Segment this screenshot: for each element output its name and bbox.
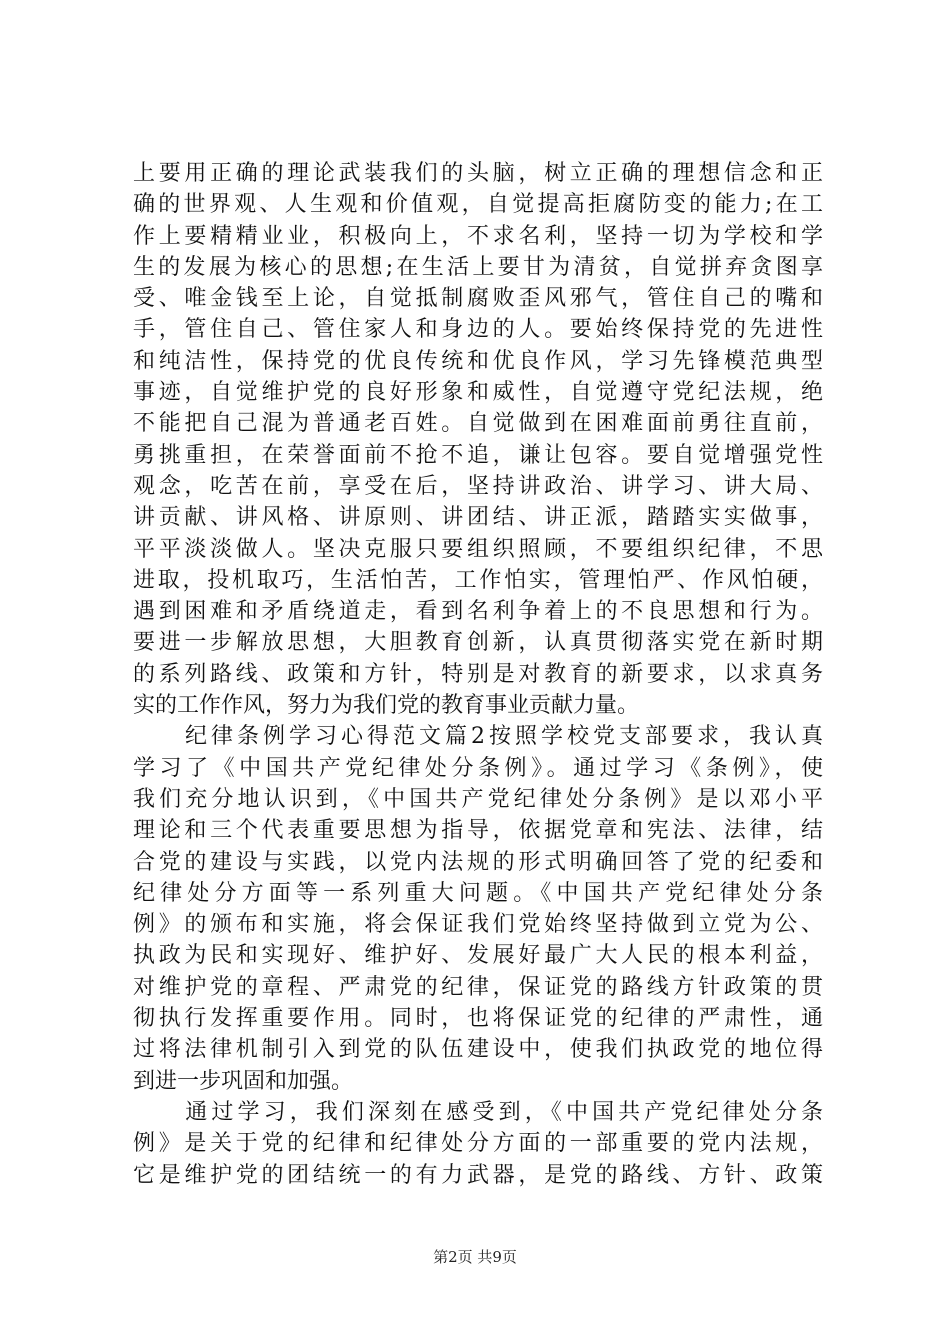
text-line: 上要用正确的理论武装我们的头脑，树立正确的理想信念和正 bbox=[133, 161, 823, 186]
text-line: 对维护党的章程、严肃党的纪律，保证党的路线方针政策的贯 bbox=[133, 974, 823, 1000]
text-line: 纪律处分方面等一系列重大问题。《中国共产党纪律处分条 bbox=[133, 880, 823, 906]
text-line: 我们充分地认识到，《中国共产党纪律处分条例》是以邓小平 bbox=[133, 786, 823, 812]
text-line: 过将法律机制引入到党的队伍建设中，使我们执政党的地位得 bbox=[133, 1037, 823, 1063]
text-line: 合党的建设与实践，以党内法规的形式明确回答了党的纪委和 bbox=[133, 849, 823, 875]
text-line: 执政为民和实现好、维护好、发展好最广大人民的根本利益， bbox=[133, 943, 823, 969]
text-line: 实的工作作风，努力为我们党的教育事业贡献力量。 bbox=[133, 693, 640, 719]
text-line: 例》的颁布和实施，将会保证我们党始终坚持做到立党为公、 bbox=[133, 912, 823, 938]
text-line: 观念，吃苦在前，享受在后，坚持讲政治、讲学习、讲大局、 bbox=[133, 473, 823, 499]
text-line: 讲贡献、讲风格、讲原则、讲团结、讲正派，踏踏实实做事， bbox=[133, 505, 823, 531]
page-footer: 第2页 共9页 bbox=[433, 1248, 517, 1266]
text-line: 事迹，自觉维护党的良好形象和威性，自觉遵守党纪法规，绝 bbox=[133, 380, 823, 406]
document-body bbox=[133, 158, 823, 1191]
text-line: 通过学习，我们深刻在感受到，《中国共产党纪律处分条 bbox=[133, 1099, 823, 1125]
text-line: 的系列路线、政策和方针，特别是对教育的新要求，以求真务 bbox=[133, 661, 823, 687]
text-line: 例》是关于党的纪律和纪律处分方面的一部重要的党内法规， bbox=[133, 1131, 823, 1157]
text-line: 学习了《中国共产党纪律处分条例》。通过学习《条例》，使 bbox=[133, 755, 823, 781]
text-line: 不能把自己混为普通老百姓。自觉做到在困难面前勇往直前， bbox=[133, 411, 823, 437]
text-line: 确的世界观、人生观和价值观，自觉提高拒腐防变的能力;在工 bbox=[133, 192, 823, 218]
text-line: 到进一步巩固和加强。 bbox=[133, 1068, 354, 1094]
text-line: 作上要精精业业，积极向上，不求名利，坚持一切为学校和学 bbox=[133, 223, 823, 249]
text-line: 进取，投机取巧，生活怕苦，工作怕实，管理怕严、作风怕硬， bbox=[133, 567, 823, 593]
text-line: 手，管住自己、管住家人和身边的人。要始终保持党的先进性 bbox=[133, 317, 823, 343]
text-line: 勇挑重担，在荣誉面前不抢不追，谦让包容。要自觉增强党性 bbox=[133, 442, 823, 468]
text-line: 它是维护党的团结统一的有力武器，是党的路线、方针、政策 bbox=[133, 1162, 823, 1188]
text-line: 理论和三个代表重要思想为指导，依据党章和宪法、法律，结 bbox=[133, 818, 823, 844]
text-line: 纪律条例学习心得范文篇2按照学校党支部要求，我认真 bbox=[133, 724, 823, 750]
text-line: 和纯洁性，保持党的优良传统和优良作风，学习先锋模范典型 bbox=[133, 348, 823, 374]
text-line: 平平淡淡做人。坚决克服只要组织照顾，不要组织纪律，不思 bbox=[133, 536, 823, 562]
text-line: 受、唯金钱至上论，自觉抵制腐败歪风邪气，管住自己的嘴和 bbox=[133, 286, 823, 312]
text-line: 要进一步解放思想，大胆教育创新，认真贯彻落实党在新时期 bbox=[133, 630, 823, 656]
text-line: 遇到困难和矛盾绕道走，看到名利争着上的不良思想和行为。 bbox=[133, 599, 823, 625]
text-line: 彻执行发挥重要作用。同时，也将保证党的纪律的严肃性，通 bbox=[133, 1006, 823, 1032]
text-line: 生的发展为核心的思想;在生活上要甘为清贫，自觉拼弃贪图享 bbox=[133, 254, 823, 280]
